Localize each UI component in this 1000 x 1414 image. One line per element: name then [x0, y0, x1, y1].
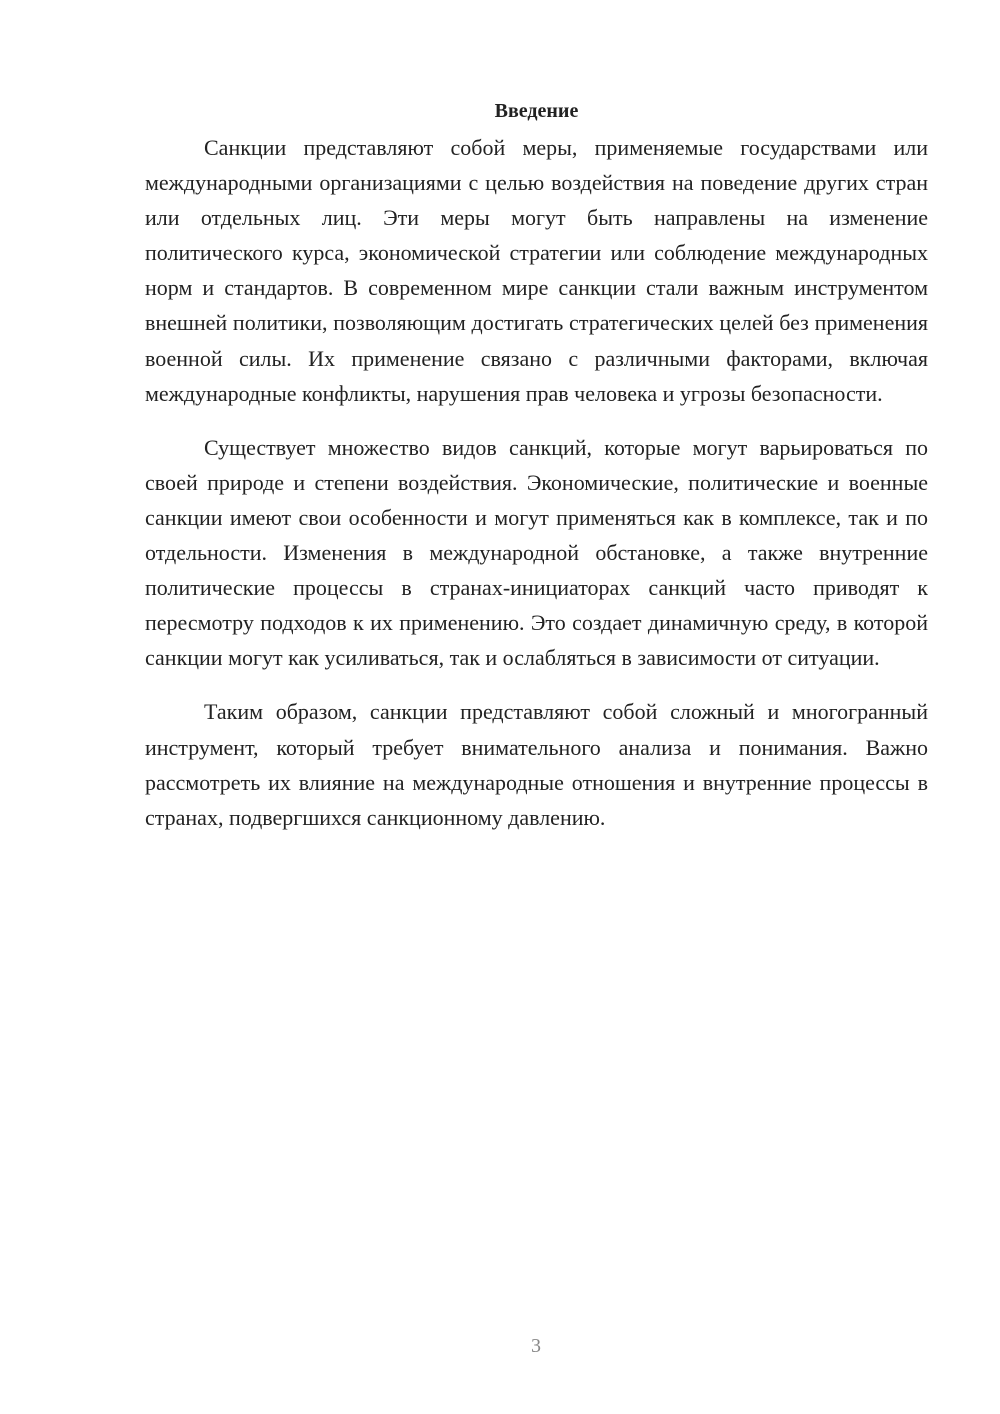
page-number: 3: [531, 1335, 541, 1357]
paragraph-3: Таким образом, санкции представляют собой сложный и многогранный инструмент, который требует внимательного анализа и понимания. Важно рассмотреть их влияние на международные отношения и внутренние процессы в странах, подвергшихся санкционному давлению.: [145, 699, 928, 830]
paragraph-1: Санкции представляют собой меры, применяемые государствами или международными организациями с целью воздействия на поведение других стран или отдельных лиц. Эти меры могут быть направлены на изменение политического курса, экономической стратегии или соблюдение международных норм и стандартов. В современном мире санкции стали важным инструментом внешней политики, позволяющим достигать стратегических целей без применения военной силы. Их применение связано с различными факторами, включая международные конфликты, нарушения прав человека и угрозы безопасности.: [145, 135, 928, 406]
paragraph-2: Существует множество видов санкций, которые могут варьироваться по своей природе и степени воздействия. Экономические, политические и военные санкции имеют свои особенности и могут применяться как в комплексе, так и по отдельности. Изменения в международной обстановке, а также внутренние политические процессы в странах-инициаторах санкций часто приводят к пересмотру подходов к их применению. Это создает динамичную среду, в которой санкции могут как усиливаться, так и ослабляться в зависимости от ситуации.: [145, 434, 928, 671]
section-title: Введение: [494, 100, 579, 122]
page-content: [145, 96, 928, 854]
